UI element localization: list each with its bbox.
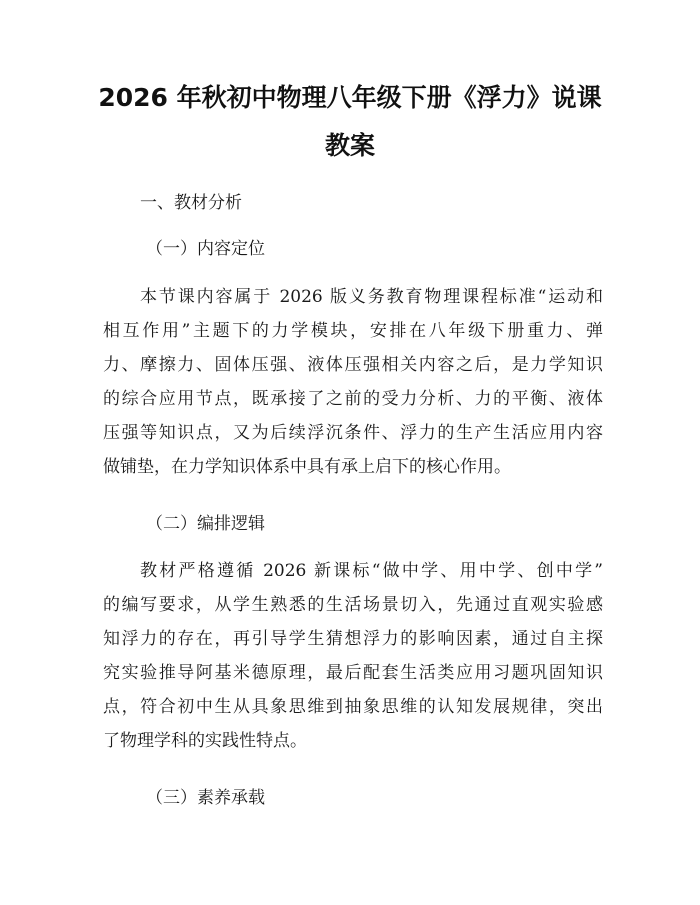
document-title-line-2: 教案 bbox=[324, 131, 375, 160]
paragraph-line: 力、摩擦力、固体压强、液体压强相关内容之后，是力学知识 bbox=[103, 355, 603, 375]
paragraph-arrangement-logic bbox=[103, 560, 603, 764]
paragraph-line: 点，符合初中生从具象思维到抽象思维的认知发展规律，突出 bbox=[103, 697, 603, 717]
paragraph-line: 的综合应用节点，既承接了之前的受力分析、力的平衡、液体 bbox=[103, 389, 603, 409]
document-title-line-1: 2026 年秋初中物理八年级下册《浮力》说课 bbox=[98, 83, 602, 112]
paragraph-content-positioning bbox=[103, 286, 603, 490]
subsection-heading-content-positioning: （一）内容定位 bbox=[146, 239, 265, 259]
paragraph-line: 压强等知识点，又为后续浮沉条件、浮力的生产生活应用内容 bbox=[103, 423, 603, 443]
paragraph-line: 本节课内容属于 2026 版义务教育物理课程标准“运动和 bbox=[140, 287, 603, 307]
subsection-heading-literacy-carrying: （三）素养承载 bbox=[146, 788, 265, 808]
subsection-heading-arrangement-logic: （二）编排逻辑 bbox=[146, 514, 265, 534]
paragraph-line: 究实验推导阿基米德原理，最后配套生活类应用习题巩固知识 bbox=[103, 663, 603, 683]
paragraph-line: 了物理学科的实践性特点。 bbox=[103, 731, 307, 751]
section-heading-textbook-analysis: 一、教材分析 bbox=[140, 193, 242, 213]
paragraph-line: 知浮力的存在，再引导学生猜想浮力的影响因素，通过自主探 bbox=[103, 629, 603, 649]
paragraph-line: 做铺垫，在力学知识体系中具有承上启下的核心作用。 bbox=[103, 457, 511, 477]
paragraph-line: 教材严格遵循 2026 新课标“做中学、用中学、创中学” bbox=[140, 561, 603, 581]
paragraph-line: 的编写要求，从学生熟悉的生活场景切入，先通过直观实验感 bbox=[103, 595, 603, 615]
paragraph-line: 相互作用”主题下的力学模块，安排在八年级下册重力、弹 bbox=[103, 321, 603, 341]
